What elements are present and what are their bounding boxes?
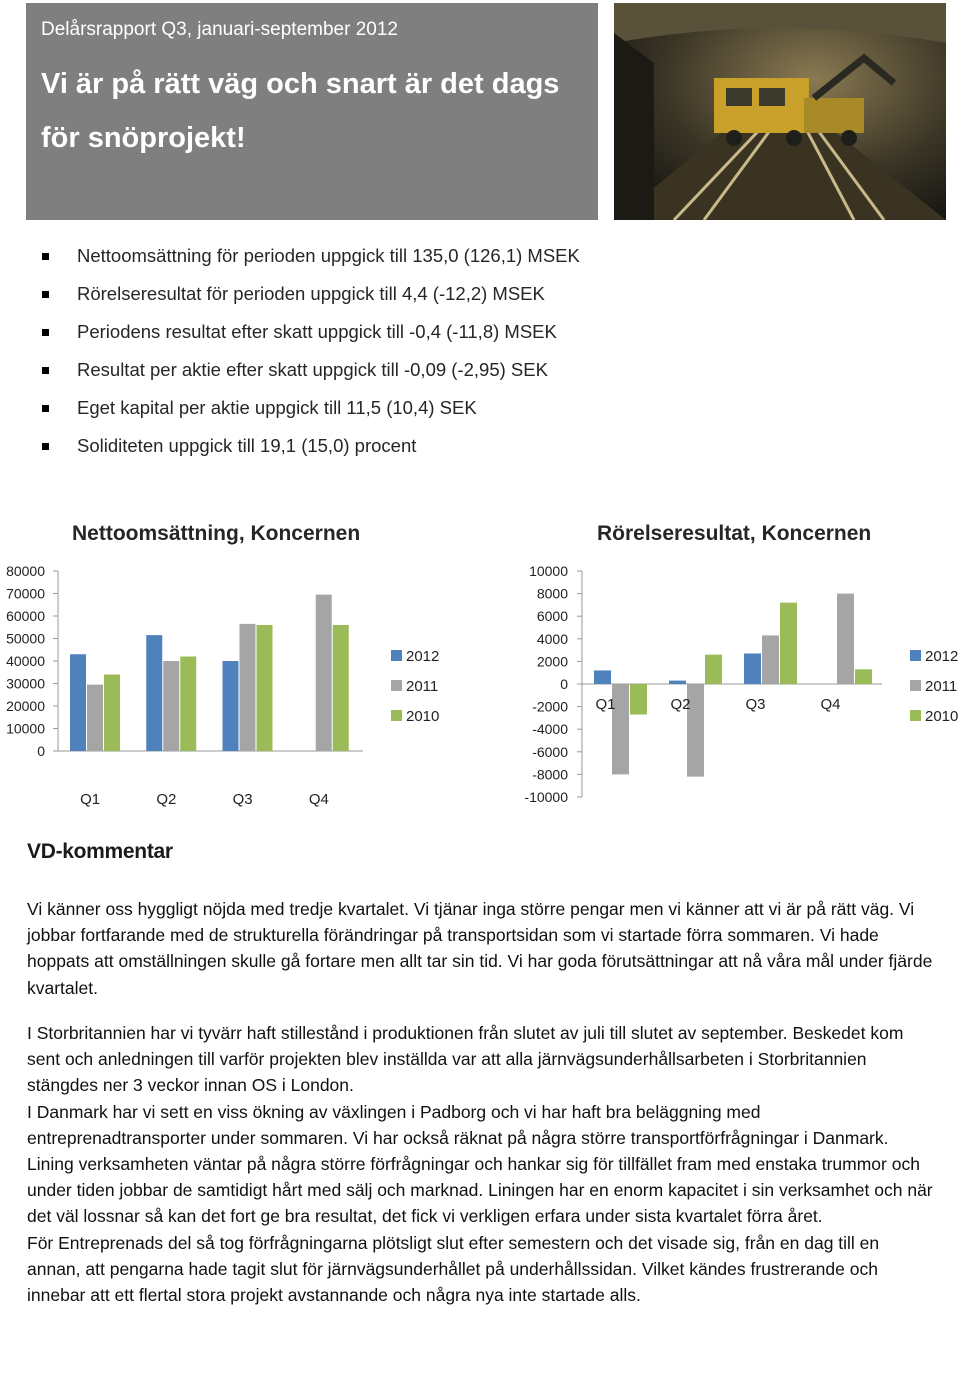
bar-2011-Q3 [762, 635, 779, 684]
y-tick-label: 2000 [536, 653, 568, 670]
list-item [42, 389, 580, 427]
chart-title-rorelseresultat: Rörelseresultat, Koncernen [597, 522, 872, 545]
y-tick-label: 8000 [536, 585, 568, 602]
bar-2010-Q4 [333, 625, 349, 751]
railway-machine-photo [614, 3, 946, 220]
chart-nettoomsattning [0, 556, 470, 816]
bar-2010-Q1 [104, 675, 120, 752]
chart-rorelseresultat [490, 556, 960, 816]
y-tick-label: 50000 [6, 630, 45, 647]
x-tick-label: Q1 [80, 791, 101, 808]
fact-text: Periodens resultat efter skatt uppgick till -0,4 (-11,8) MSEK [77, 321, 557, 342]
bar-2011-Q4 [316, 595, 332, 751]
vd-line-uk: I Storbritannien har vi tyvärr haft stillestånd i produktionen från slutet av juli till slutet av september. Beskedet kom sent och anledningen till varför projekten blev inställda var att alla järnvägsunderhållsarbeten i Storbritannien stängdes ner 3 veckor innan OS i London. [27, 1023, 904, 1096]
bar-2010-Q1 [630, 684, 647, 715]
bullet-square-icon [42, 367, 49, 374]
bar-2012-Q1 [594, 670, 611, 684]
fact-text: Soliditeten uppgick till 19,1 (15,0) procent [77, 435, 417, 456]
list-item [42, 275, 580, 313]
key-figures-list [42, 237, 580, 465]
y-tick-label: 6000 [536, 608, 568, 625]
x-tick-label: Q2 [670, 696, 691, 713]
list-item [42, 351, 580, 389]
header-band [26, 3, 598, 220]
y-tick-label: 4000 [536, 630, 568, 647]
legend-label: 2011 [406, 678, 439, 695]
x-tick-label: Q3 [745, 696, 766, 713]
y-tick-label: 40000 [6, 653, 45, 669]
legend-label: 2010 [406, 708, 440, 725]
y-tick-label: 10000 [6, 720, 45, 737]
bullet-square-icon [42, 405, 49, 412]
legend-swatch [910, 680, 921, 691]
y-tick-label: 30000 [6, 675, 45, 692]
bullet-square-icon [42, 329, 49, 336]
y-tick-label: 80000 [6, 563, 45, 579]
x-tick-label: Q1 [595, 696, 616, 713]
y-tick-label: -6000 [532, 743, 568, 760]
bullet-square-icon [42, 443, 49, 450]
y-tick-label: -2000 [532, 698, 568, 715]
bar-2011-Q4 [837, 594, 854, 684]
legend-label: 2010 [925, 708, 959, 725]
x-tick-label: Q4 [308, 791, 329, 808]
vd-comment-paragraph-2 [27, 1020, 937, 1308]
bar-2012-Q2 [669, 681, 686, 684]
y-tick-label: -4000 [532, 721, 568, 738]
bar-2012-Q1 [70, 654, 86, 751]
bar-2011-Q1 [87, 685, 103, 751]
x-tick-label: Q2 [156, 791, 177, 808]
x-tick-label: Q3 [232, 791, 253, 808]
bar-2010-Q2 [705, 655, 722, 684]
bar-2010-Q4 [855, 669, 872, 684]
x-tick-label: Q4 [820, 696, 841, 713]
y-tick-label: 10000 [529, 563, 568, 579]
legend-label: 2012 [406, 648, 440, 665]
report-title: Vi är på rätt väg och snart är det dags för snöprojekt! [41, 68, 560, 154]
y-tick-label: 70000 [6, 585, 45, 602]
vd-comment-paragraph-1: Vi känner oss hyggligt nöjda med tredje kvartalet. Vi tjänar inga större pengar men vi känner att vi är på rätt väg. Vi jobbar fortfarande med de strukturella förändringar på transportsidan som vi startade förra sommaren. Vi hade hoppats att omställningen skulle gå fortare men allt tar sin tid. Vi har goda förutsättningar att nå våra mål under fjärde kvartalet. [27, 899, 933, 998]
vd-comment-heading: VD-kommentar [27, 840, 173, 863]
bullet-square-icon [42, 253, 49, 260]
legend-swatch [391, 650, 402, 661]
report-subtitle: Delårsrapport Q3, januari-september 2012 [41, 19, 398, 40]
bar-2012-Q3 [223, 661, 239, 751]
chart-svg [490, 556, 960, 816]
bar-2010-Q3 [780, 603, 797, 684]
railway-machine-tunnel-photo [614, 3, 946, 220]
list-item [42, 237, 580, 275]
legend-swatch [910, 710, 921, 721]
vd-line-dk: I Danmark har vi sett en viss ökning av växlingen i Padborg och vi har haft bra beläggning med entreprenadtransporter under sommaren. Vi har också räknat på några större transportförfrågningar i Danmark. [27, 1101, 889, 1148]
list-item [42, 427, 580, 465]
fact-text: Nettoomsättning för perioden uppgick till 135,0 (126,1) MSEK [77, 245, 580, 266]
bar-2012-Q2 [146, 635, 162, 751]
bar-2010-Q2 [180, 657, 196, 752]
fact-text: Rörelseresultat för perioden uppgick till 4,4 (-12,2) MSEK [77, 283, 545, 304]
chart-title-nettoomsattning: Nettoomsättning, Koncernen [72, 522, 361, 545]
bar-2010-Q3 [257, 625, 273, 751]
fact-text: Eget kapital per aktie uppgick till 11,5 (10,4) SEK [77, 397, 477, 418]
bullet-square-icon [42, 291, 49, 298]
y-tick-label: 20000 [6, 698, 45, 714]
bar-2012-Q3 [744, 653, 761, 684]
list-item [42, 313, 580, 351]
legend-swatch [910, 650, 921, 661]
vd-line-entreprenad: För Entreprenads del så tog förfrågningarna plötsligt slut efter semestern och det visade sig, från en dag till en annan, att pengarna hade tagit slut för järnvägsunderhållet på underhållssidan. Vilket kändes frustrerande och innebar att ett flertal stora projekt avstannande och några nya inte startade alls. [27, 1232, 880, 1306]
vd-line-lining: Lining verksamheten väntar på några större förfrågningar och hankar sig för tillfället fram med enstaka trummor och under tiden jobbar de samtidigt hårt med sälj och marknad. Liningen har en enorm kapacitet i sin verksamhet och när det väl lossnar så kan det fort ge bra resultat, det fick vi verkligen erfara under sista kvartalet förra året. [27, 1154, 933, 1227]
legend-label: 2012 [925, 648, 959, 665]
y-tick-label: 60000 [6, 608, 45, 624]
fact-text: Resultat per aktie efter skatt uppgick till -0,09 (-2,95) SEK [77, 359, 548, 380]
y-tick-label: 0 [560, 676, 568, 692]
y-tick-label: 0 [37, 743, 45, 759]
y-tick-label: -8000 [532, 766, 568, 783]
chart-svg [0, 556, 470, 816]
bar-2011-Q3 [240, 624, 256, 751]
legend-label: 2011 [925, 678, 958, 695]
legend-swatch [391, 710, 402, 721]
legend-swatch [391, 680, 402, 691]
y-tick-label: -10000 [524, 789, 568, 805]
bar-2011-Q2 [163, 661, 179, 751]
